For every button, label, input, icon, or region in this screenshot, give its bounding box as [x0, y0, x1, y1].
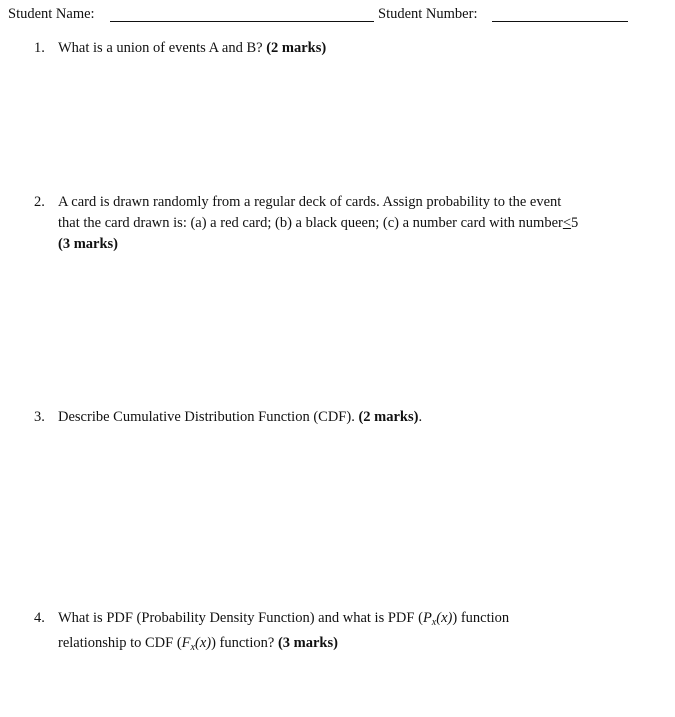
question-number: 4. — [34, 610, 45, 626]
question-2-text-line2: that the card drawn is: (a) a red card; (b) a black queen; (c) a number card with number — [58, 215, 563, 231]
student-info-header — [8, 6, 668, 26]
student-name-label: Student Name: — [8, 6, 95, 22]
student-number-label: Student Number: — [378, 6, 478, 22]
question-3-suffix: . — [418, 409, 423, 425]
question-3-text: Describe Cumulative Distribution Function (CDF). — [58, 409, 355, 425]
question-2 — [34, 192, 644, 255]
question-3 — [34, 407, 644, 428]
cdf-subscript: x — [190, 642, 195, 653]
question-4 — [34, 608, 644, 658]
pdf-symbol: P — [422, 610, 432, 626]
question-number: 3. — [34, 409, 45, 425]
student-number-field[interactable] — [492, 21, 628, 22]
question-text — [58, 407, 644, 428]
student-name-field[interactable] — [110, 21, 374, 22]
question-text — [58, 38, 644, 59]
question-1 — [34, 38, 644, 59]
question-4-text-line2-suffix: function? — [219, 635, 275, 651]
question-3-marks: (2 marks) — [358, 409, 419, 425]
question-4-text-line1: What is PDF (Probability Density Function) and what is PDF — [58, 610, 415, 626]
question-number: 2. — [34, 194, 45, 210]
pdf-subscript: x — [431, 617, 437, 628]
question-4-function-word: function — [460, 610, 510, 626]
cdf-symbol: F — [181, 635, 191, 651]
question-1-text: What is a union of events A and B? — [58, 40, 263, 56]
question-text: What is PDF (Probability Density Function) and what is PDF $(P_x(x))$ function relationship to CDF $(F_x(x))$ function? (3 marks) — [58, 610, 510, 653]
question-4-text-line2: relationship to CDF — [58, 635, 174, 651]
less-or-equal-symbol: < — [562, 215, 572, 231]
question-2-threshold: 5 — [571, 215, 579, 231]
question-2-marks: (3 marks) — [58, 236, 119, 252]
cdf-argument: (x) — [194, 635, 212, 651]
question-4-marks: (3 marks) — [277, 635, 338, 651]
question-2-text-line1: A card is drawn randomly from a regular deck of cards. Assign probability to the event — [58, 194, 562, 210]
pdf-argument: (x) — [436, 610, 453, 626]
question-1-marks: (2 marks) — [266, 40, 327, 56]
question-text — [58, 192, 644, 255]
question-number: 1. — [34, 40, 45, 56]
